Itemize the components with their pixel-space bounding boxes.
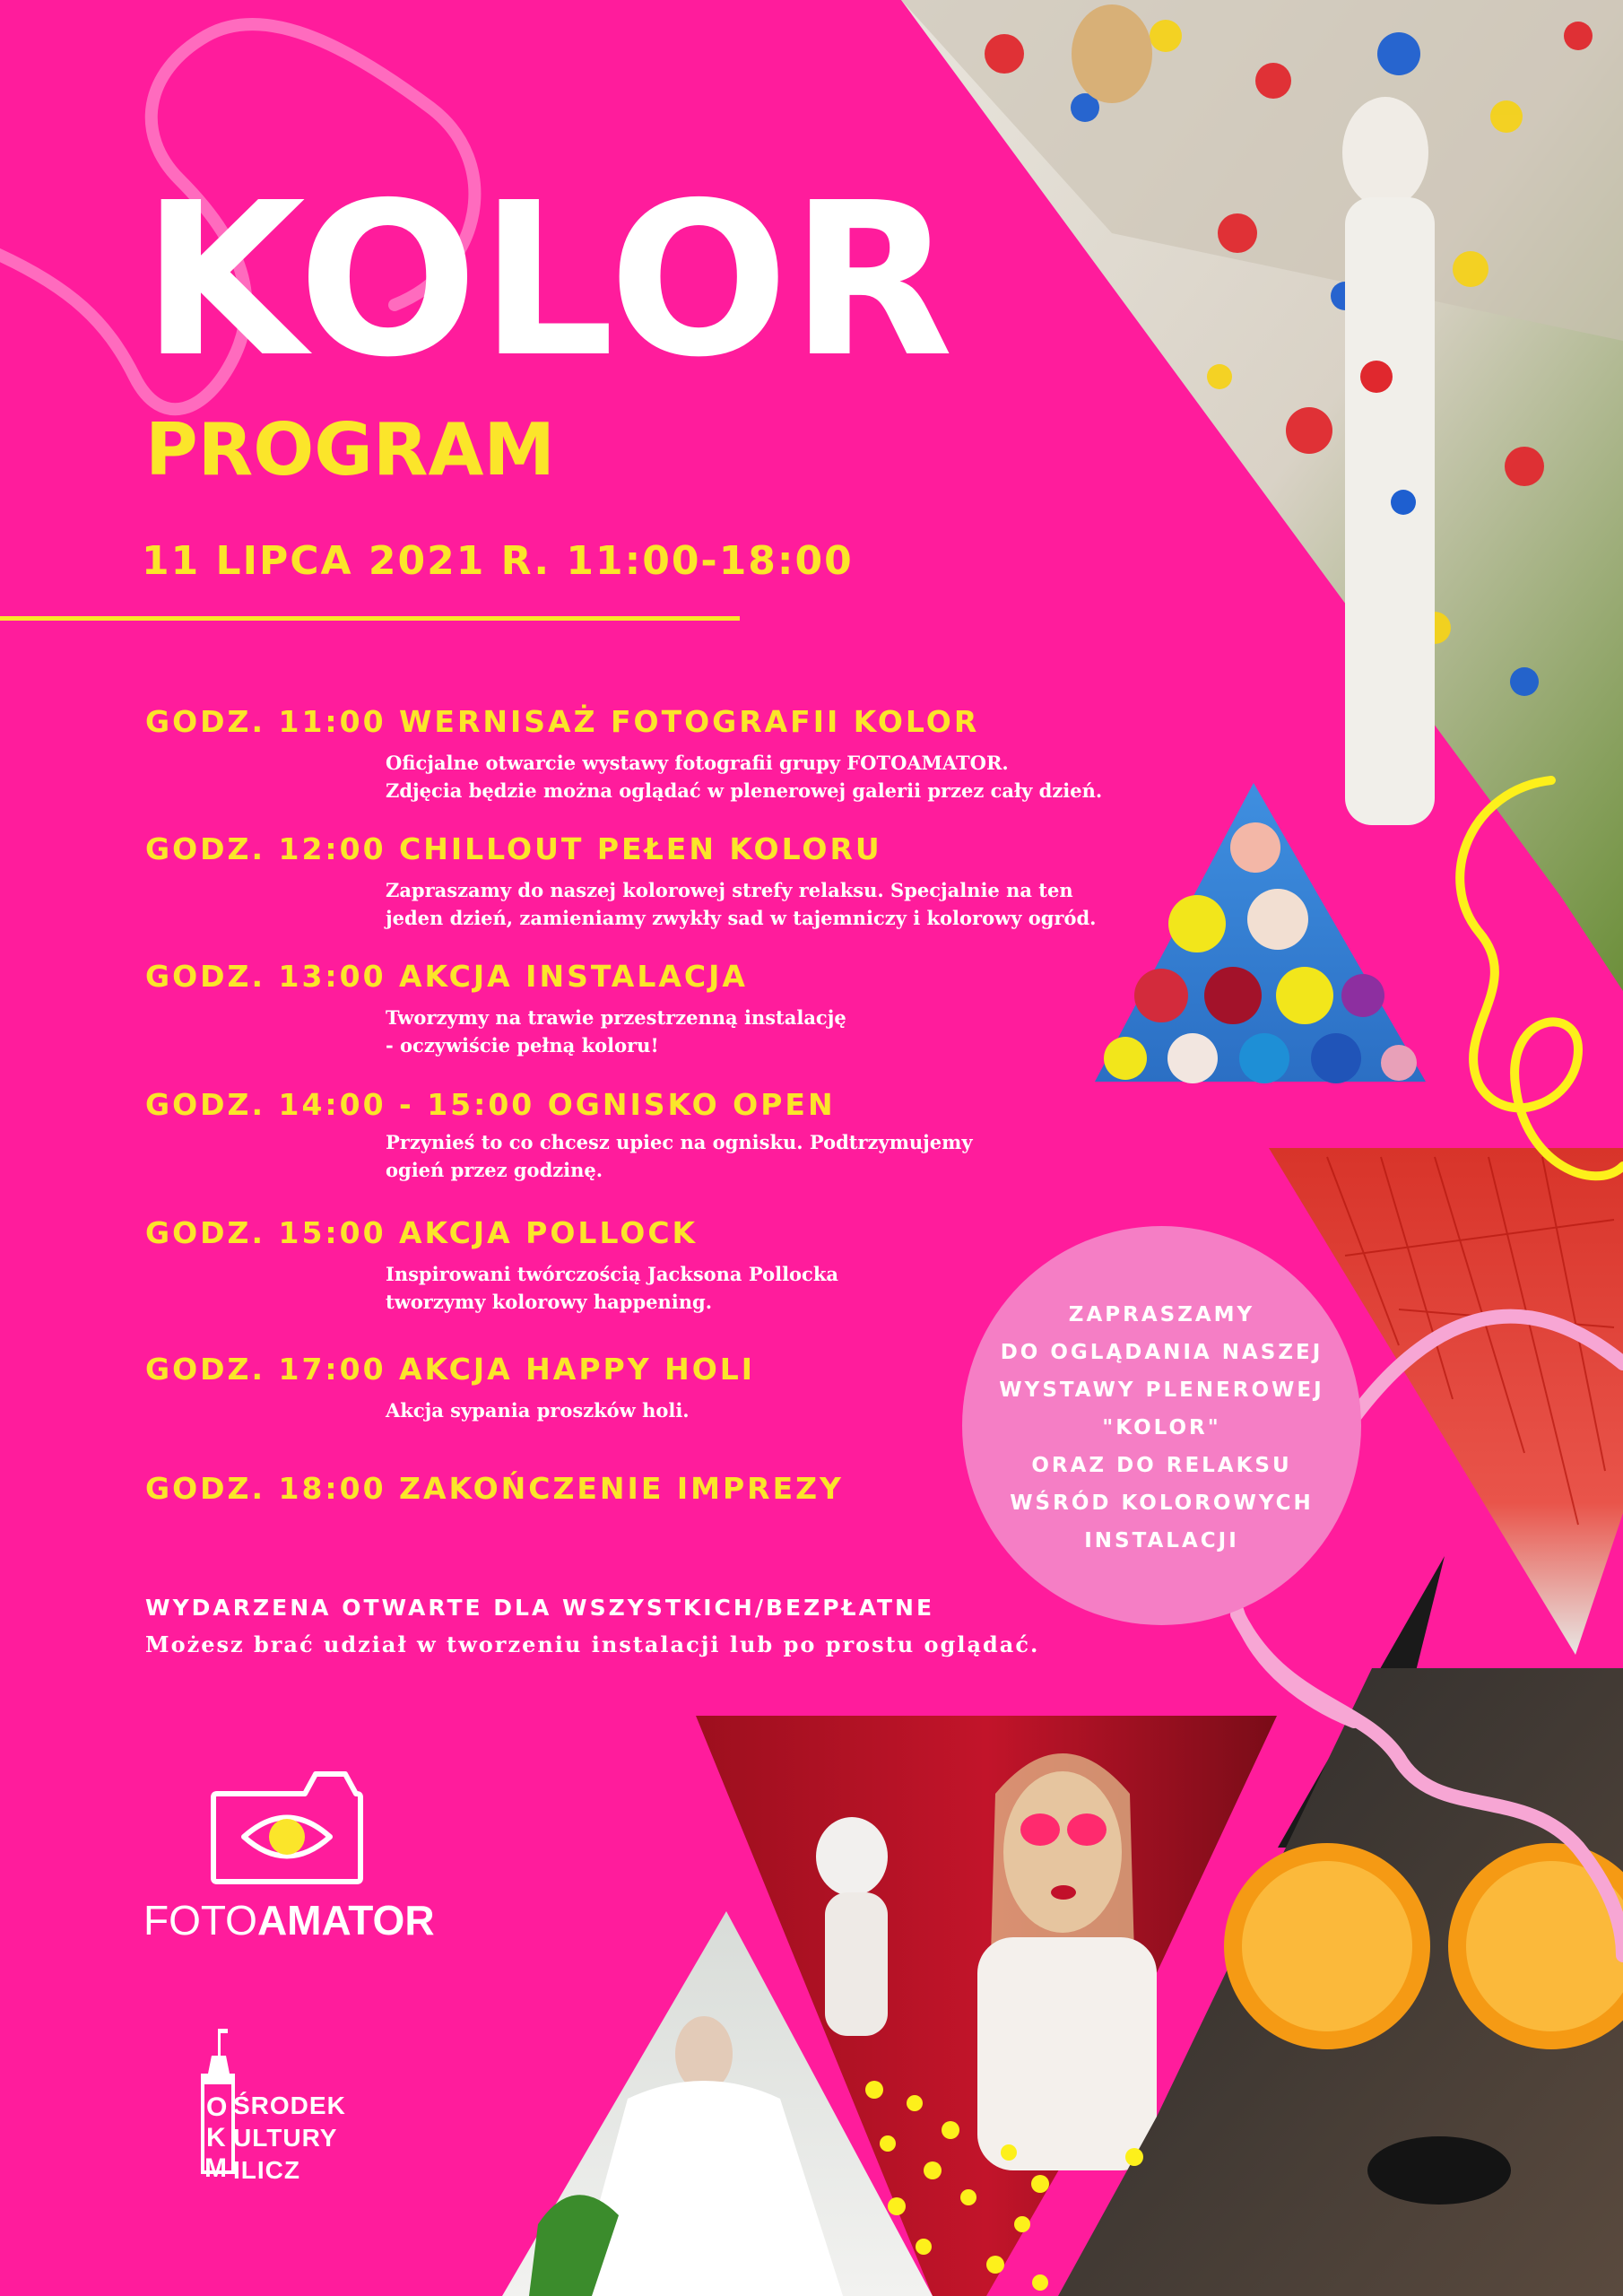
schedule-item: [145, 1087, 1167, 1184]
schedule-description: Inspirowani twórczością Jacksona Pollocka tworzymy kolorowy happening.: [386, 1263, 838, 1313]
invitation-text: ZAPRASZAMY DO OGLĄDANIA NASZEJ WYSTAWY PLENEROWEJ "KOLOR" ORAZ DO RELAKSU WŚRÓD KOLOROWYCH INSTALACJI: [999, 1303, 1324, 1552]
schedule-item: [145, 961, 1167, 1059]
schedule-heading: GODZ. 11:00 WERNISAŻ FOTOGRAFII KOLOR: [145, 704, 980, 739]
schedule-description: Akcja sypania proszków holi.: [386, 1399, 690, 1422]
open-event-text: Możesz brać udział w tworzeniu instalacji lub po prostu oglądać.: [145, 1631, 1040, 1657]
schedule-heading: GODZ. 17:00 AKCJA HAPPY HOLI: [145, 1352, 756, 1387]
event-subtitle: PROGRAM: [145, 408, 556, 491]
schedule-description: Zapraszamy do naszej kolorowej strefy relaksu. Specjalnie na ten jeden dzień, zamieniamy zwykły sad w tajemniczy i kolorowy ogród.: [386, 879, 1097, 929]
okm-letter-m: M: [204, 2153, 228, 2183]
schedule-item: [145, 831, 1167, 932]
schedule-description: Tworzymy na trawie przestrzenną instalację - oczywiście pełną koloru!: [386, 1006, 846, 1057]
schedule-heading: GODZ. 12:00 CHILLOUT PEŁEN KOLORU: [145, 831, 882, 866]
schedule-heading: GODZ. 14:00 - 15:00 OGNISKO OPEN: [145, 1087, 836, 1122]
okm-line-3: ILICZ: [233, 2156, 300, 2184]
schedule-heading: GODZ. 18:00 ZAKOŃCZENIE IMPREZY: [145, 1471, 844, 1506]
okm-line-1: ŚRODEK: [233, 2092, 346, 2119]
okm-line-2: ULTURY: [233, 2124, 338, 2152]
schedule-description: Oficjalne otwarcie wystawy fotografii grupy FOTOAMATOR. Zdjęcia będzie można oglądać w plenerowej galerii przez cały dzień.: [386, 752, 1103, 802]
schedule-heading: GODZ. 15:00 AKCJA POLLOCK: [145, 1215, 699, 1250]
schedule-description: Przynieś to co chcesz upiec na ognisku. Podtrzymujemy ogień przez godzinę.: [386, 1131, 973, 1181]
schedule-item: [145, 704, 1167, 804]
fotoamator-logo: [143, 1897, 435, 1944]
open-event-heading: WYDARZENA OTWARTE DLA WSZYSTKICH/BEZPŁATNE: [145, 1595, 935, 1621]
okm-letter-k: K: [206, 2123, 227, 2152]
fotoamator-logo-bold: AMATOR: [256, 1897, 435, 1944]
event-title: KOLOR: [142, 157, 956, 404]
divider-line: [0, 616, 740, 621]
okm-letter-o: O: [206, 2092, 229, 2122]
camera-eye-icon: [213, 1774, 360, 1882]
schedule-heading: GODZ. 13:00 AKCJA INSTALACJA: [145, 959, 748, 994]
event-date: 11 LIPCA 2021 R. 11:00-18:00: [142, 538, 854, 584]
fotoamator-logo-light: FOTO: [143, 1897, 257, 1944]
